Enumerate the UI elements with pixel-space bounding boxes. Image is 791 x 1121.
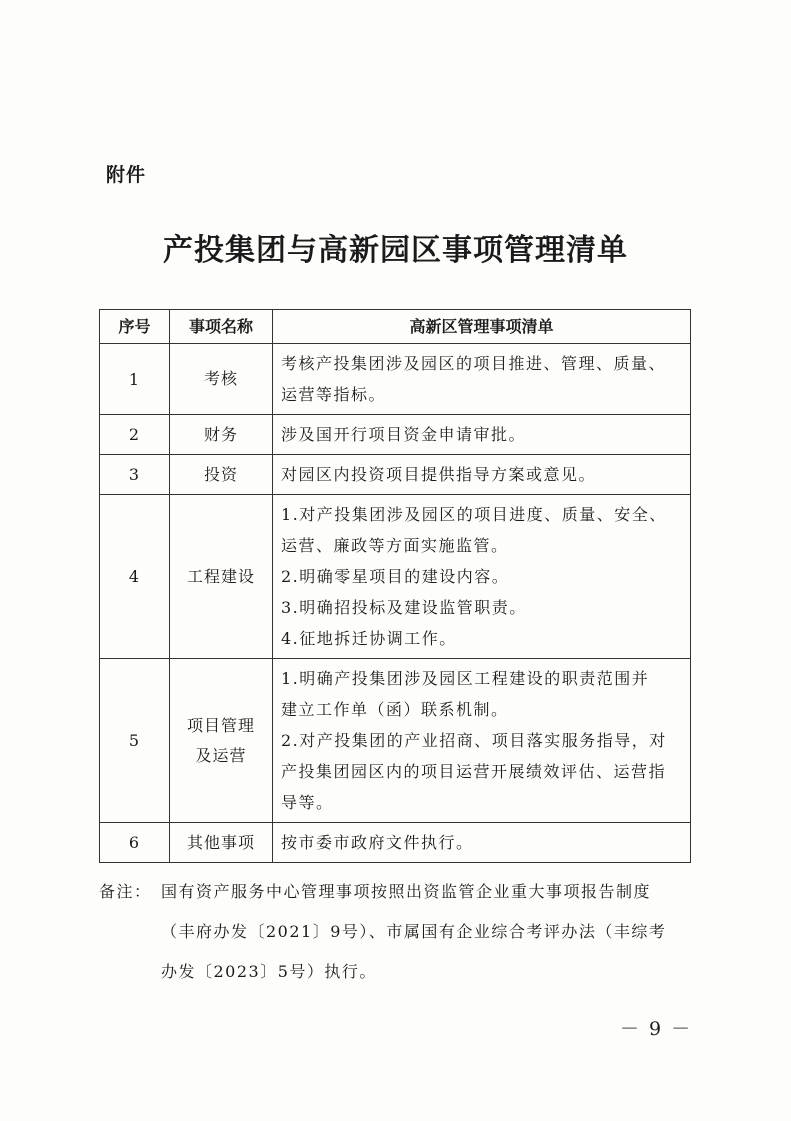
- item-name: [170, 823, 273, 863]
- item-name-line: 投资: [203, 464, 238, 484]
- document-title: 产投集团与高新园区事项管理清单: [163, 233, 628, 268]
- item-name-line: 及运营: [195, 745, 247, 765]
- list-line: 建立工作单（函）联系机制。: [281, 700, 509, 719]
- row-number: 1: [100, 344, 170, 415]
- table-row: [100, 659, 691, 823]
- item-name-line: 财务: [203, 424, 238, 444]
- table-row: [100, 344, 691, 415]
- note-text: 办发〔2023〕5号）执行。: [161, 962, 377, 981]
- item-list: [273, 415, 691, 455]
- list-line: 涉及国开行项目资金申请审批。: [281, 425, 527, 444]
- item-name: [170, 659, 273, 823]
- item-name: [170, 495, 273, 659]
- row-number: 4: [100, 495, 170, 659]
- row-number: 3: [100, 455, 170, 495]
- note-text: 国有资产服务中心管理事项按照出资监管企业重大事项报告制度: [161, 882, 652, 901]
- table-row: [100, 415, 691, 455]
- item-list: [273, 823, 691, 863]
- note-label: 备注：: [99, 882, 152, 901]
- table-header-row: [100, 310, 691, 344]
- list-line: 考核产投集团涉及园区的项目推进、管理、质量、: [281, 354, 667, 373]
- item-name-line: 项目管理: [186, 715, 255, 735]
- row-number: 5: [100, 659, 170, 823]
- item-list: [273, 495, 691, 659]
- header-item-name: 事项名称: [170, 310, 273, 344]
- list-line: 按市委市政府文件执行。: [281, 833, 474, 852]
- list-line: 导等。: [281, 793, 334, 812]
- item-list: [273, 659, 691, 823]
- attachment-label: 附件: [106, 164, 147, 186]
- header-management-list: 高新区管理事项清单: [273, 310, 691, 344]
- list-line: 产投集团园区内的项目运营开展绩效评估、运营指: [281, 762, 667, 781]
- header-no: 序号: [100, 310, 170, 344]
- list-line: 运营、廉政等方面实施监管。: [281, 536, 509, 555]
- list-line: 2.对产投集团的产业招商、项目落实服务指导，对: [281, 731, 667, 750]
- item-name: [170, 415, 273, 455]
- list-line: 运营等指标。: [281, 385, 387, 404]
- list-line: 4.征地拆迁协调工作。: [281, 629, 457, 648]
- item-list: [273, 344, 691, 415]
- list-line: 对园区内投资项目提供指导方案或意见。: [281, 465, 597, 484]
- item-name: [170, 455, 273, 495]
- page-number: － 9 －: [620, 1018, 693, 1040]
- note-first-line: [99, 872, 699, 912]
- remarks-note: [99, 872, 699, 992]
- list-line: 2.明确零星项目的建设内容。: [281, 567, 510, 586]
- item-name-line: 工程建设: [186, 566, 255, 586]
- list-line: 1.对产投集团涉及园区的项目进度、质量、安全、: [281, 505, 667, 524]
- item-list: [273, 455, 691, 495]
- note-text: （丰府办发〔2021〕9号）、市属国有企业综合考评办法（丰综考: [161, 922, 667, 941]
- table-row: [100, 455, 691, 495]
- list-line: 1.明确产投集团涉及园区工程建设的职责范围并: [281, 669, 650, 688]
- table-row: [100, 823, 691, 863]
- row-number: 6: [100, 823, 170, 863]
- row-number: 2: [100, 415, 170, 455]
- management-matrix-table: [99, 309, 691, 863]
- table-row: [100, 495, 691, 659]
- item-name-line: 其他事项: [186, 832, 255, 852]
- item-name: [170, 344, 273, 415]
- list-line: 3.明确招投标及建设监管职责。: [281, 598, 527, 617]
- item-name-line: 考核: [203, 369, 238, 388]
